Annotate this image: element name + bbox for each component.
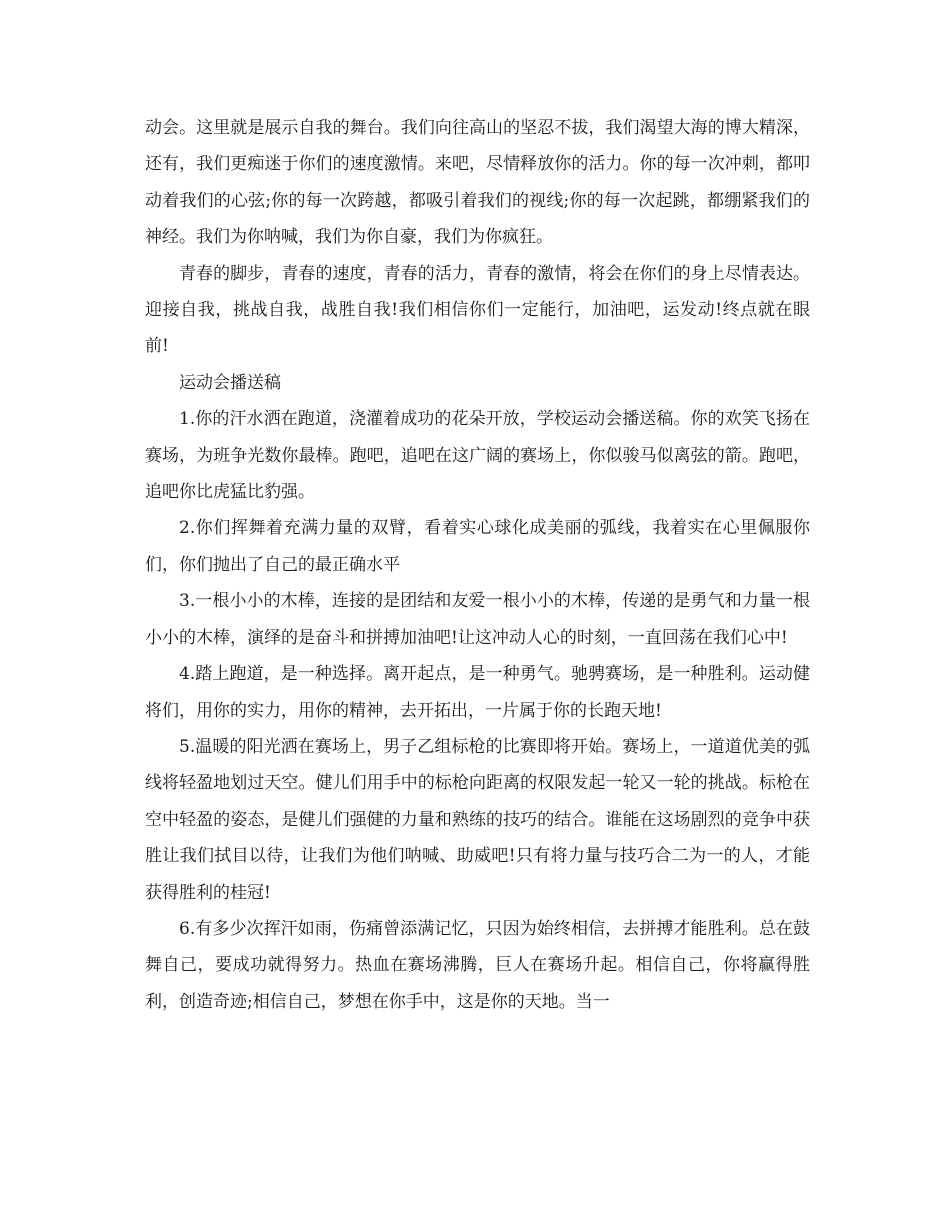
paragraph-item-3: 3.一根小小的木棒，连接的是团结和友爱一根小小的木棒，传递的是勇气和力量一根小小的木棒，演绎的是奋斗和拼搏加油吧!让这冲动人心的时刻，一直回荡在我们心中!: [145, 591, 810, 648]
paragraph-item-4: 4.踏上跑道，是一种选择。离开起点，是一种勇气。驰骋赛场，是一种胜利。运动健将们，用你的实力，用你的精神，去开拓出，一片属于你的长跑天地!: [145, 664, 810, 721]
section-heading: 运动会播送稿: [179, 372, 281, 393]
paragraph-item-2: 2.你们挥舞着充满力量的双臂，看着实心球化成美丽的弧线，我着实在心里佩服你们，你们抛出了自己的最正确水平: [145, 518, 810, 575]
paragraph-youth: 青春的脚步，青春的速度，青春的活力，青春的激情，将会在你们的身上尽情表达。迎接自我，挑战自我，战胜自我!我们相信你们一定能行，加油吧，运发动!终点就在眼前!: [145, 263, 810, 357]
paragraph-intro-continued: 动会。这里就是展示自我的舞台。我们向往高山的坚忍不拔，我们渴望大海的博大精深，还有，我们更痴迷于你们的速度激情。来吧，尽情释放你的活力。你的每一次冲刺，都叩动着我们的心弦;你的每一次跨越，都吸引着我们的视线;你的每一次起跳，都绷紧我们的神经。我们为你呐喊，我们为你自豪，我们为你疯狂。: [145, 118, 810, 248]
paragraph-item-1: 1.你的汗水洒在跑道，浇灌着成功的花朵开放，学校运动会播送稿。你的欢笑飞扬在赛场，为班争光数你最棒。跑吧，追吧在这广阔的赛场上，你似骏马似离弦的箭。跑吧，追吧你比虎猛比豹强。: [145, 409, 810, 503]
paragraph-item-6: 6.有多少次挥汗如雨，伤痛曾添满记忆，只因为始终相信，去拼搏才能胜利。总在鼓舞自己，要成功就得努力。热血在赛场沸腾，巨人在赛场升起。相信自己，你将赢得胜利，创造奇迹;相信自己，梦想在你手中，这是你的天地。当一: [145, 918, 810, 1012]
document-body: [145, 110, 810, 1020]
paragraph-item-5: 5.温暖的阳光洒在赛场上，男子乙组标枪的比赛即将开始。赛场上，一道道优美的弧线将轻盈地划过天空。健儿们用手中的标枪向距离的权限发起一轮又一轮的挑战。标枪在空中轻盈的姿态，是健儿们强健的力量和熟练的技巧的结合。谁能在这场剧烈的竞争中获胜让我们拭目以待，让我们为他们呐喊、助威吧!只有将力量与技巧合二为一的人，才能获得胜利的桂冠!: [145, 736, 810, 903]
